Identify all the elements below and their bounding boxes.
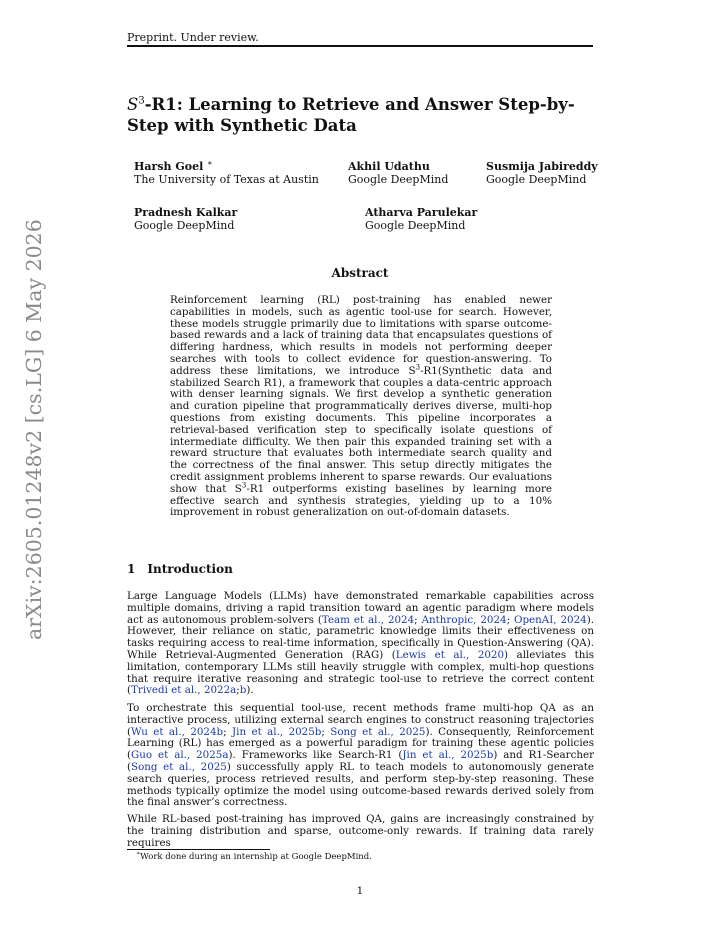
citation-link[interactable]: Guo et al., 2025a — [131, 749, 229, 762]
author-block — [365, 206, 477, 232]
intro-paragraph-3: While RL-based post-training has improved QA, gains are increasingly constrained by the training distribution and sparse, outcome-only rewards. If training data rarely requires — [127, 813, 594, 849]
page-number: 1 — [356, 885, 364, 897]
footnote-rule — [127, 849, 270, 850]
author-mark: ∗ — [207, 158, 213, 168]
citation-link[interactable]: Team et al., 2024 — [321, 613, 415, 626]
author-block — [486, 160, 598, 186]
section-title: Introduction — [147, 562, 233, 576]
arxiv-identifier: arXiv:2605.01248v2 [cs.LG] 6 May 2026 — [22, 219, 46, 640]
title-prefix: S — [127, 95, 139, 114]
title-rest: -R1: Learning to Retrieve and Answer Step-by-Step with Synthetic Data — [127, 95, 575, 135]
author-block — [134, 160, 319, 186]
citation-link[interactable]: b — [239, 684, 247, 697]
section-heading — [127, 562, 233, 576]
author-affiliation: Google DeepMind — [134, 219, 235, 232]
abstract-body: Reinforcement learning (RL) post-training has enabled newer capabilities in models, such as agentic tool-use for search. However, these models struggle primarily due to limitations with sparse outcome-based rewards and a lack of training data that encapsulates questions of differing hardness, which results in models not performing deeper searches with tools to collect evidence for question-answering. To address these limitations, we introduce $S^3-R1(Synthetic$ data and stabilized Search R1), a framework that couples a data-centric approach with denser learning signals. We first develop a synthetic generation and curation pipeline that programmatically derives diverse, multi-hop questions from existing documents. This pipeline incorporates a retrieval-based verification step to specifically isolate questions of intermediate difficulty. We then pair this expanded training set with a reward structure that evaluates both intermediate search quality and the correctness of the final answer. This setup directly mitigates the credit assignment problems inherent to sparse rewards. Our evaluations show that $S^3-R1$ outperforms existing baselines by learning more effective search and synthesis strategies, yielding up to a 10% improvement in robust generalization on out-of-domain datasets. — [170, 294, 553, 519]
author-name: Pradnesh Kalkar — [134, 206, 238, 219]
author-name: Akhil Udathu — [348, 160, 430, 173]
citation-link[interactable]: Wu et al., 2024b — [131, 725, 224, 738]
author-name: Atharva Parulekar — [365, 206, 478, 219]
footnote: ∗Work done during an internship at Google DeepMind. — [136, 850, 372, 862]
header-rule — [127, 45, 593, 47]
author-name: Harsh Goel ∗ — [134, 158, 213, 173]
section-number: 1 — [127, 562, 136, 576]
author-block — [348, 160, 448, 186]
citation-link[interactable]: Jin et al., 2025b — [232, 725, 322, 738]
citation-link[interactable]: Trivedi et al., 2022a — [131, 684, 237, 697]
citation-link[interactable]: Anthropic, 2024 — [421, 613, 507, 626]
citation-link[interactable]: OpenAI, 2024 — [514, 613, 587, 626]
author-block — [134, 206, 237, 232]
title-prefix-sup: 3 — [138, 95, 145, 107]
author-affiliation: Google DeepMind — [486, 173, 587, 186]
citation-link[interactable]: Jin et al., 2025b — [402, 749, 494, 762]
running-header: Preprint. Under review. — [127, 31, 259, 44]
author-affiliation: Google DeepMind — [365, 219, 466, 232]
abstract-heading: Abstract — [331, 266, 389, 280]
author-affiliation: The University of Texas at Austin — [134, 173, 319, 186]
intro-paragraph-1: Large Language Models (LLMs) have demonstrated remarkable capabilities across multiple domains, driving a rapid transition toward an agentic paradigm where models act as autonomous problem-solvers (Team et al., 2024; Anthropic, 2024; OpenAI, 2024). However, their reliance on static, parametric knowledge limits their effectiveness on tasks requiring access to real-time information, specifically in Question-Answering (QA). While Retrieval-Augmented Generation (RAG) (Lewis et al., 2020) alleviates this limitation, contemporary LLMs still heavily struggle with complex, multi-hop questions that require iterative reasoning and strategic tool-use to retrieve the correct content (Trivedi et al., 2022a;b). — [127, 590, 594, 697]
citation-link[interactable]: Song et al., 2025 — [131, 760, 227, 773]
intro-paragraph-2: To orchestrate this sequential tool-use, recent methods frame multi-hop QA as an interactive process, utilizing external search engines to construct reasoning trajectories (Wu et al., 2024b; Jin et al., 2025b; Song et al., 2025). Consequently, Reinforcement Learning (RL) has emerged as a powerful paradigm for training these agentic policies (Guo et al., 2025a). Frameworks like Search-R1 (Jin et al., 2025b) and R1-Searcher (Song et al., 2025) successfully apply RL to teach models to autonomously generate search queries, process retrieved results, and perform step-by-step reasoning. These methods typically optimize the model using outcome-based rewards derived solely from the final answer’s correctness. — [127, 702, 594, 809]
paper-title — [127, 94, 607, 136]
author-name: Susmija Jabireddy — [486, 160, 598, 173]
citation-link[interactable]: Lewis et al., 2020 — [395, 648, 505, 661]
citation-link[interactable]: Song et al., 2025 — [330, 725, 426, 738]
author-affiliation: Google DeepMind — [348, 173, 449, 186]
